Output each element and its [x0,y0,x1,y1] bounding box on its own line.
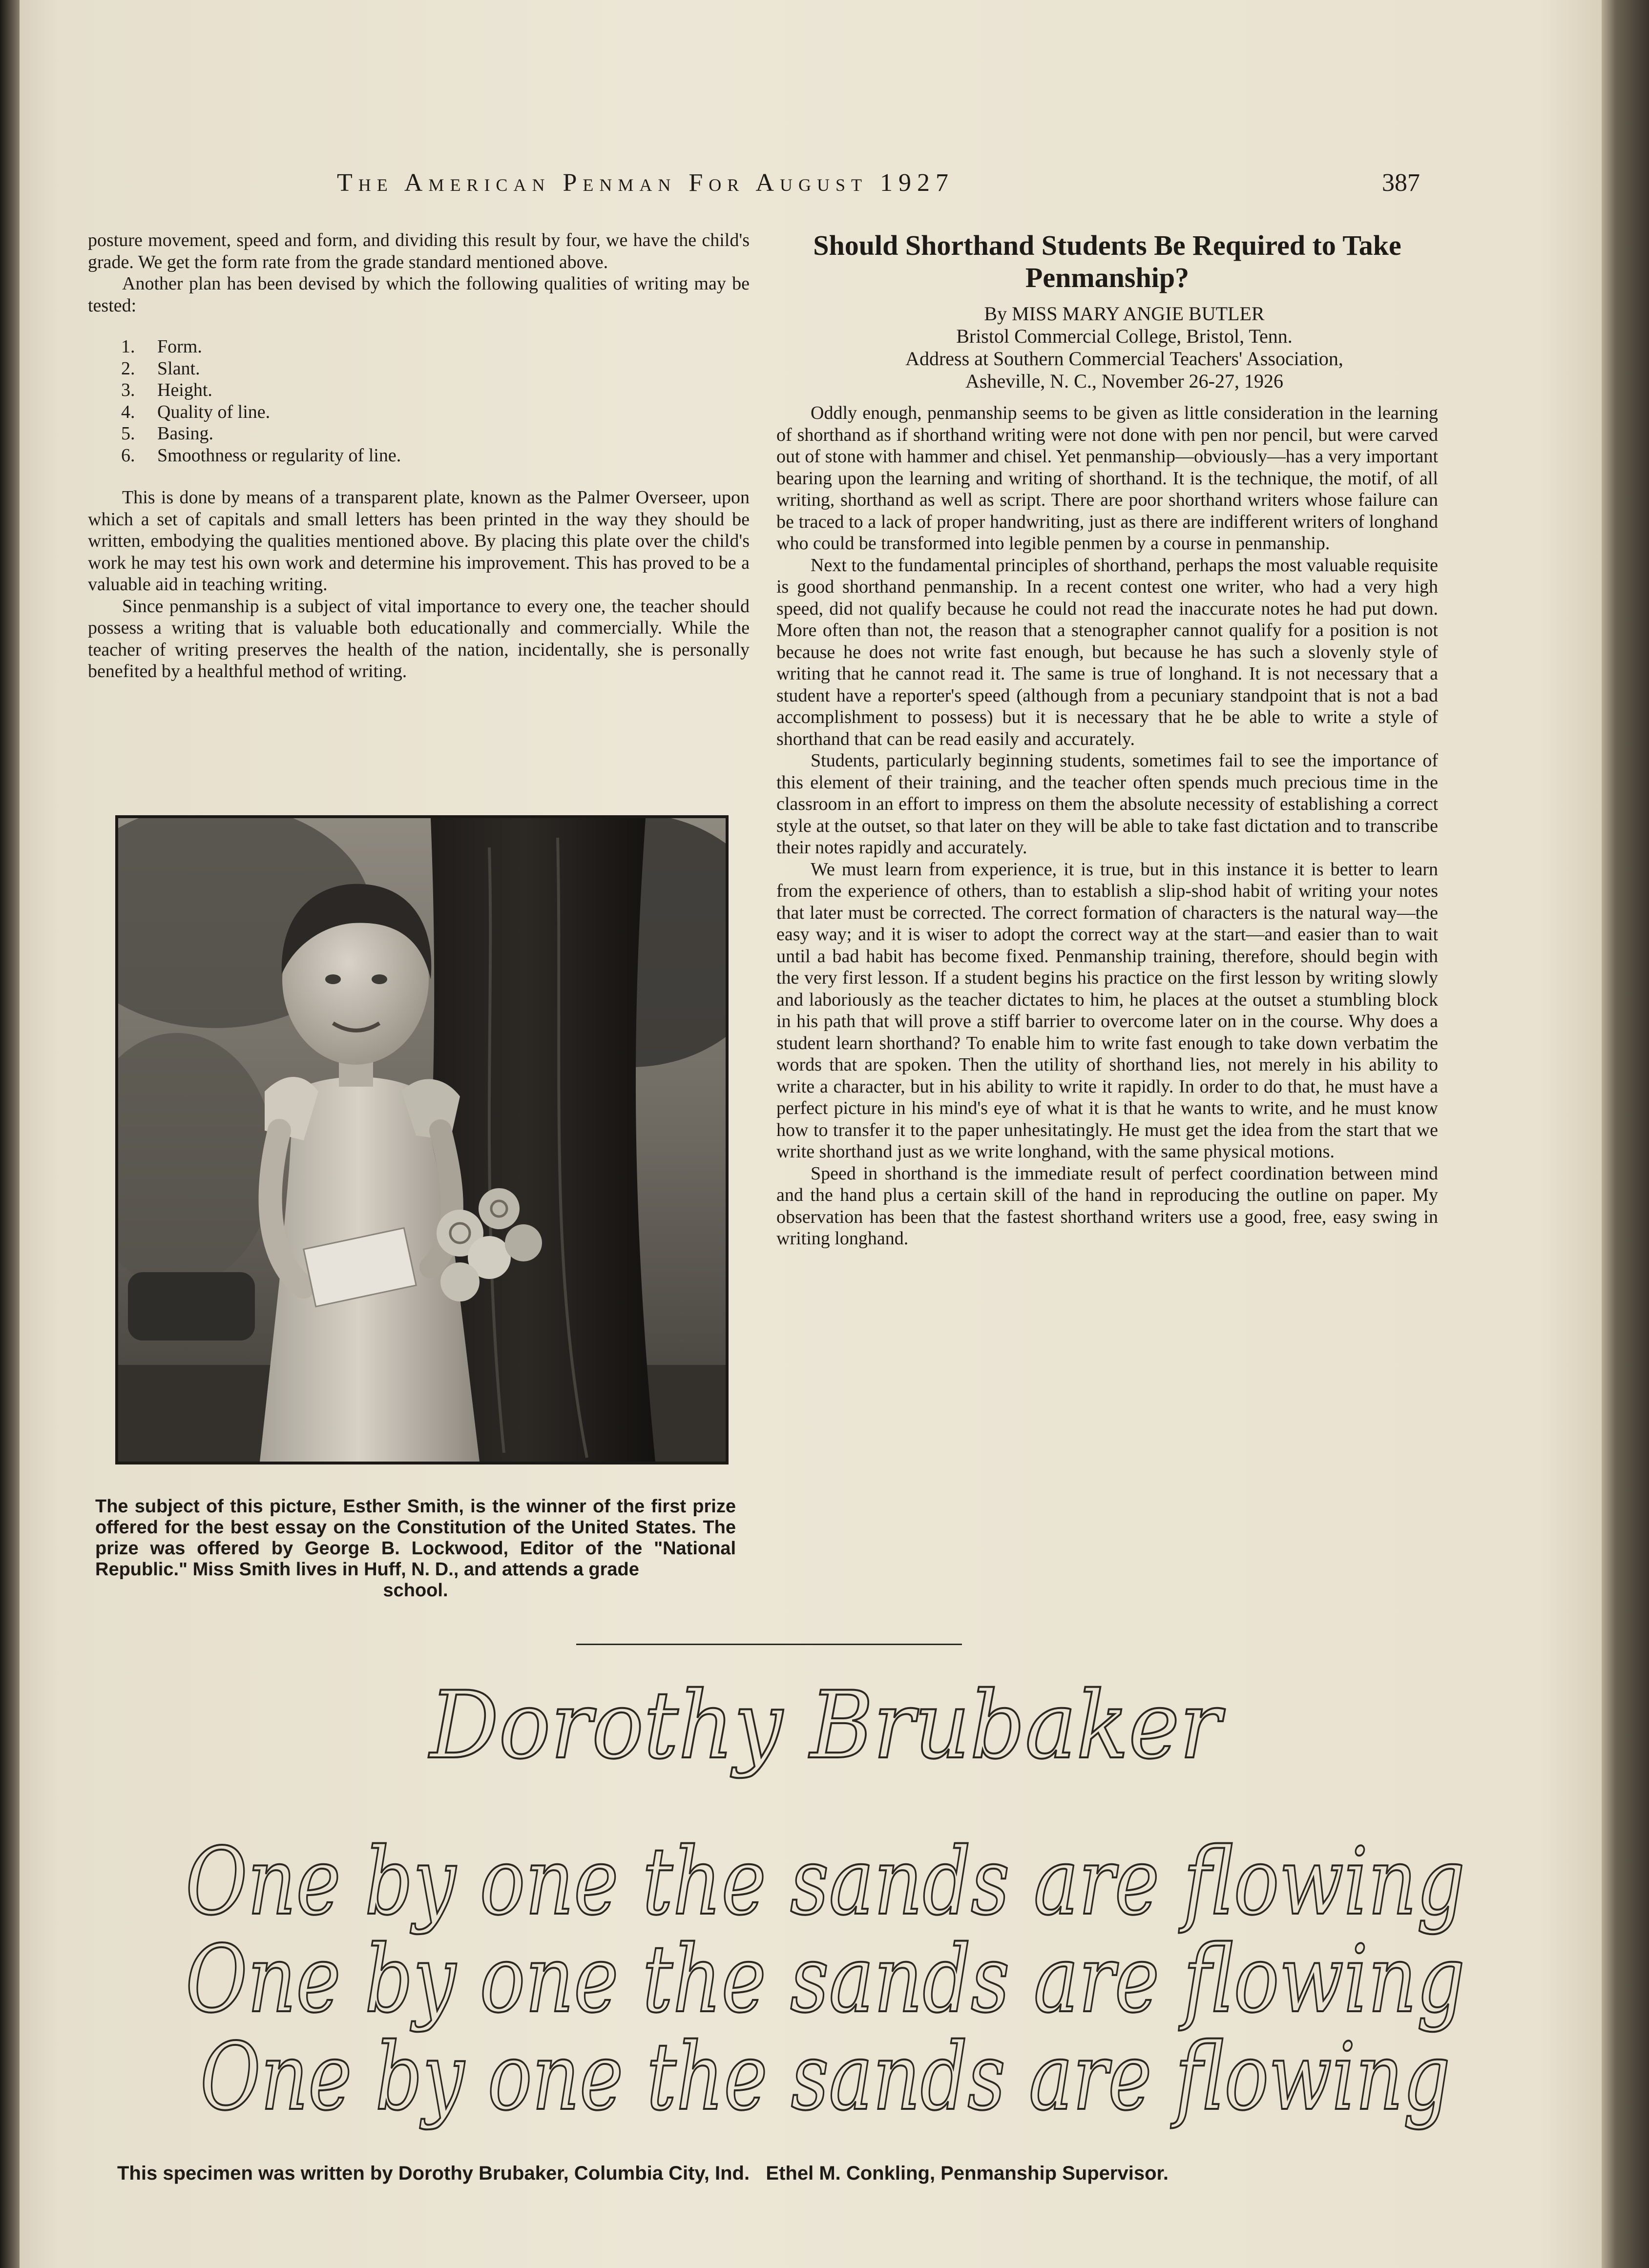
list-item [88,379,750,401]
page-number: 387 [1382,169,1420,197]
caption-text-end: school. [383,1580,448,1601]
list-item [88,358,750,380]
credit-writer: This specimen was written by Dorothy Brubaker, Columbia City, Ind. [117,2163,750,2184]
girl-eye [372,974,387,984]
specimen-line: One by one the sands are flowing [186,1828,1465,1936]
list-item [88,336,750,358]
address-line: Asheville, N. C., November 26-27, 1926 [965,370,1283,392]
paragraph: Another plan has been devised by which the following qualities of writing may be tested: [88,273,750,316]
photograph-image [118,818,726,1462]
list-item [88,445,750,467]
article-address [776,348,1438,392]
specimen-line: One by one the sands are flowing [186,1925,1465,2033]
photograph [115,815,729,1464]
handwriting-specimen [0,1660,1649,2177]
list-text: Quality of line. [157,401,271,422]
paragraph: posture movement, speed and form, and dividing this result by four, we have the child's grade. We get the form rate from the grade standard mentioned above. [88,230,750,272]
list-text: Form. [157,336,202,357]
rose [440,1262,480,1301]
specimen-signature: Dorothy Brubaker [428,1671,1226,1779]
paragraph: Students, particularly beginning students, sometimes fail to see the importance of this element of their training, and the teacher often spends much precious time in the classroom in an effort to impress on them the absolute necessity of establishing a correct style at the outset, so that later on they will be able to take fast dictation and to transcribe their notes rapidly and accurately. [776,750,1438,858]
article-affiliation: Bristol Commercial College, Bristol, Tenn. [956,325,1293,347]
list-number: 1. [121,336,135,357]
list-text: Smoothness or regularity of line. [157,445,401,466]
running-header-title: The American Penman For August 1927 [337,169,954,197]
paragraph: This is done by means of a transparent plate, known as the Palmer Overseer, upon which a set of capitals and small letters has been printed in the way they should be written, embodying the qualities mentioned above. By placing this plate over the child's work he may test his own work and determine his improvement. This has proved to be a valuable aid in teaching writing. [88,487,750,595]
list-number: 6. [121,445,135,466]
paragraph: Since penmanship is a subject of vital importance to every one, the teacher should possess a writing that is valuable both educationally and commercially. While the teacher of writing preserves the health of the nation, incidentally, she is personally benefited by a healthful method of writing. [88,596,750,681]
list-item [88,423,750,445]
list-text: Height. [157,380,212,400]
paragraph: We must learn from experience, it is true, but in this instance it is better to learn from the experience of others, than to establish a slip-shod habit of writing your notes that later must be corrected. The correct formation of characters is the natural way—the easy way; and it is wiser to adopt the correct way at the start—and easier than to wait until a bad habit has become fixed. Penmanship training, therefore, should begin with the very first lesson. If a student begins his practice on the first lesson by writing slowly and laboriously as the teacher dictates to him, he places at the outset a stumbling block in his path that will prove a stiff barrier to overcome later on in the course. Why does a student learn shorthand? To enable him to write fast enough to take down verbatim the words that are spoken. Then the utility of shorthand lies, not merely in his ability to write a character, but in his ability to write it rapidly. In order to do that, he must have a perfect picture in his mind's eye of what it is that he wants to write, and he must know how to transfer it to the paper unhesitatingly. He must get the idea from the start that we write shorthand just as we write longhand, with the same physical motions. [776,859,1438,1162]
article-column [776,229,1438,1250]
list-text: Slant. [157,358,200,379]
list-number: 3. [121,380,135,400]
photo-caption [95,1496,736,1601]
list-number: 4. [121,401,135,422]
paragraph: Speed in shorthand is the immediate result of perfect coordination between mind and the hand plus a certain skill of the hand in reproducing the outline on paper. My observation has been that the fastest shorthand writers use a good, free, easy swing in writing longhand. [776,1163,1438,1249]
article-title: Should Shorthand Students Be Required to Take Penmanship? [813,229,1401,293]
list-item [88,401,750,423]
rose [505,1224,542,1261]
qualities-list [88,336,750,466]
section-divider [576,1644,962,1645]
list-number: 5. [121,423,135,444]
specimen-credit [117,2163,1436,2185]
article-byline: By MISS MARY ANGIE BUTLER [984,303,1265,325]
girl-eye [325,974,341,984]
specimen-line: One by one the sands are flowing [200,2023,1450,2131]
list-number: 2. [121,358,135,379]
caption-text: The subject of this picture, Esther Smith, is the winner of the first prize offered for the best essay on the Constitution of the United States. The prize was offered by George B. Lockwood, Editor of the "National Republic." Miss Smith lives in Huff, N. D., and attends a grade [95,1496,736,1580]
list-text: Basing. [157,423,214,444]
rose [479,1188,520,1229]
address-line: Address at Southern Commercial Teachers' Association, [905,348,1343,370]
credit-supervisor: Ethel M. Conkling, Penmanship Supervisor. [766,2163,1169,2184]
paragraph: Next to the fundamental principles of shorthand, perhaps the most valuable requisite is good shorthand penmanship. In a recent contest one writer, who had a very high speed, did not qualify because he could not read the inaccurate notes he had put down. More often than not, the reason that a stenographer cannot qualify for a position is not because he does not write fast enough, but because he has such a slovenly style of writing that he cannot read it. The same is true of longhand. It is not necessary that a student have a reporter's speed (although from a pecuniary standpoint that is not a bad accomplishment to possess) but it is necessary that he be able to write a style of shorthand that can be read easily and accurately. [776,555,1438,749]
background-car [128,1272,255,1340]
paragraph: Oddly enough, penmanship seems to be given as little consideration in the learning of shorthand as if shorthand writing were not done with pen nor pencil, but were carved out of stone with hammer and chisel. Yet penmanship—obviously—has a very important bearing upon the learning and writing of shorthand. It is the technique, the motif, of all writing, shorthand as well as script. There are poor shorthand writers whose failure can be traced to a lack of proper handwriting, just as there are indifferent writers of longhand who could be transformed into legible penmen by a course in penmanship. [776,403,1438,554]
left-column [88,229,750,682]
